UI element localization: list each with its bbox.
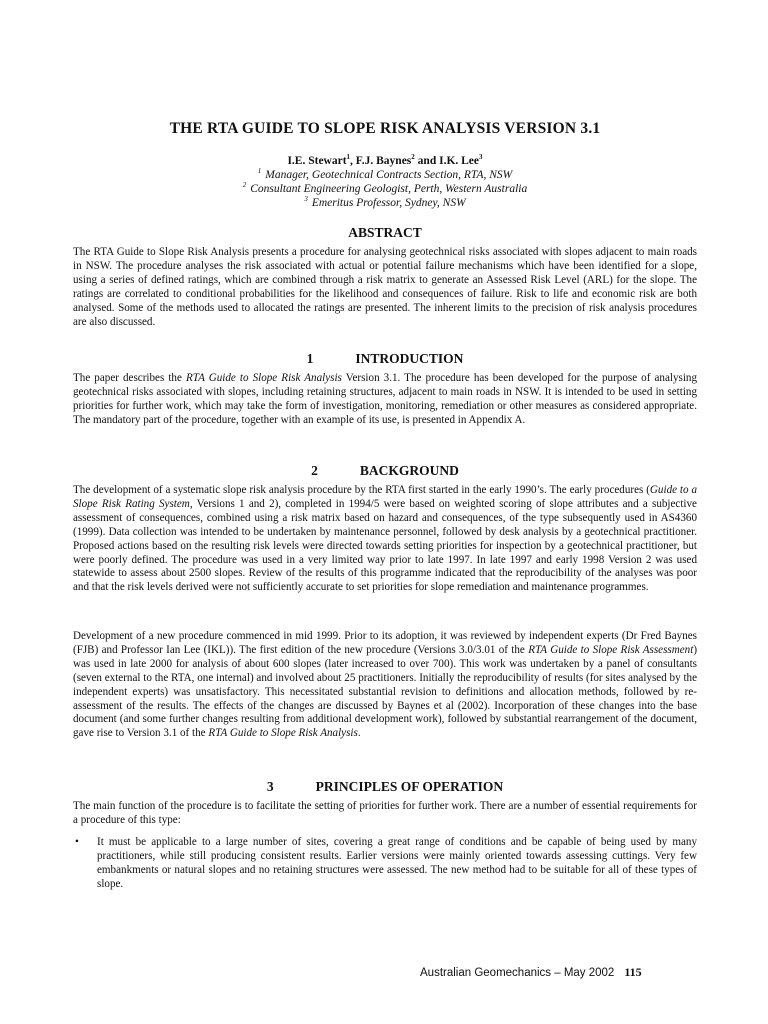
paper-title: THE RTA GUIDE TO SLOPE RISK ANALYSIS VERSION 3.1 bbox=[169, 120, 601, 137]
author-superscript: 1 bbox=[346, 153, 351, 161]
section-2-heading bbox=[73, 463, 697, 479]
text-run: The development of a systematic slope risk analysis procedure by the RTA first started in the early 1990’s. The early procedures ( bbox=[73, 484, 650, 496]
section-number: 1 bbox=[306, 351, 314, 366]
author-separator: , bbox=[350, 154, 356, 167]
author-separator: and bbox=[414, 154, 440, 167]
italic-title: Guide to a Slope Risk Rating System bbox=[73, 484, 698, 510]
section-3-bullet-1 bbox=[73, 836, 697, 892]
section-1-heading bbox=[73, 351, 697, 367]
text-run: , Versions 1 and 2), completed in 1994/5 were based on weighted scoring of slope attributes and a subjective assessment of consequences, combined using a risk matrix based on hazard and consequences, of the type subsequently used in AS4360 (1999). Data collection was intended to be undertaken by maintenance personnel, followed by desk analysis by a geotechnical practitioner. Proposed actions based on the resulting risk levels were directed towards setting priorities for inspection by a geotechnical practitioner, but were poorly defined. The procedure was used in a very limited way prior to late 1997. In late 1997 and early 1998 Version 2 was used statewide to assess about 2500 slopes. Review of the results of this programme indicated that the reproducibility of the analyses was poor and that the risk levels derived were not sufficiently accurate to set priorities for slope remediation and maintenance programmes. bbox=[73, 497, 697, 594]
section-title: PRINCIPLES OF OPERATION bbox=[315, 779, 504, 794]
section-number: 2 bbox=[311, 463, 318, 478]
affiliation-text: Consultant Engineering Geologist, Perth, Western Australia bbox=[250, 182, 528, 195]
abstract-text: The RTA Guide to Slope Risk Analysis presents a procedure for analysing geotechnical risks associated with slopes adjacent to main roads in NSW. The procedure analyses the risk associated with actual or potential failure mechanisms which have been identified for a slope, using a series of defined ratings, which are combined through a risk matrix to generate an Assessed Risk Level (ARL) for the slope. The ratings are correlated to conditional probabilities for the likelihood and consequences of failure. Risk to life and economic risk are both analysed. Some of the methods used to allocated the ratings are presented. The inherent limits to the precision of risk analysis procedures are also discussed. bbox=[73, 246, 697, 328]
author-line bbox=[73, 153, 697, 167]
italic-title: RTA Guide to Slope Risk Assessment bbox=[528, 643, 694, 656]
author-name: I.E. Stewart bbox=[287, 154, 347, 167]
section-number: 3 bbox=[266, 779, 274, 794]
section-2-paragraph-2 bbox=[73, 630, 697, 741]
text-run: Development of a new procedure commenced in mid 1999. Prior to its adoption, it was reviewed by independent experts (Dr Fred Baynes (FJB) and Professor Ian Lee (IKL)). The first edition of the new procedure (Versions 3.0/3.01 of the bbox=[73, 630, 697, 656]
affiliation-3 bbox=[73, 195, 697, 209]
section-3-paragraph: The main function of the procedure is to facilitate the setting of priorities for further work. There are a number of essential requirements for a procedure of this type: bbox=[73, 800, 697, 826]
bullet-dot-icon: • bbox=[75, 836, 79, 848]
author-superscript: 3 bbox=[479, 153, 483, 161]
affiliation-superscript: 3 bbox=[304, 195, 308, 203]
italic-title: RTA Guide to Slope Risk Analysis bbox=[185, 372, 342, 384]
section-3-heading bbox=[73, 779, 697, 795]
section-1-paragraph bbox=[73, 372, 697, 428]
affiliation-text: Manager, Geotechnical Contracts Section, RTA, NSW bbox=[265, 168, 513, 181]
affiliation-2 bbox=[73, 181, 697, 195]
page-number: 115 bbox=[624, 965, 642, 979]
section-title: BACKGROUND bbox=[359, 463, 459, 478]
author-name: F.J. Baynes bbox=[355, 154, 412, 167]
text-run: The paper describes the bbox=[73, 372, 186, 384]
affiliation-1 bbox=[73, 167, 697, 181]
affiliation-text: Emeritus Professor, Sydney, NSW bbox=[311, 196, 466, 209]
section-title: INTRODUCTION bbox=[355, 351, 464, 366]
page-footer bbox=[420, 965, 660, 980]
bullet-text: It must be applicable to a large number of sites, covering a great range of conditions and be capable of being used by many practitioners, while still producing consistent results. Earlier versions were mainly oriented towards assessing cuttings. Very few embankments or natural slopes and no retaining structures were assessed. The new method had to be suitable for all of these types of slope. bbox=[97, 836, 697, 890]
section-2-paragraph-1 bbox=[73, 484, 697, 595]
author-superscript: 2 bbox=[411, 153, 415, 161]
affiliation-superscript: 2 bbox=[242, 181, 247, 189]
text-run: ) was used in late 2000 for analysis of about 600 slopes (later increased to over 700). This work was undertaken by a panel of consultants (seven external to the RTA, one internal) and involved about 25 practitioners. Initially the reproducibility of results (for sites analysed by the independent experts) was unsatisfactory. This necessitated substantial revision to definitions and allocation methods, followed by re-assessment of the results. The effects of the changes are discussed by Baynes et al (2002). Incorporation of these changes into the base document (and some further changes resulting from additional development work), followed by substantial rearrangement of the document, gave rise to Version 3.1 of the bbox=[73, 643, 698, 740]
text-run: Version 3.1. The procedure has been developed for the purpose of analysing geotechnical risks associated with slopes, including retaining structures, adjacent to main roads in NSW. It is intended to be used in setting priorities for further work, which may take the form of investigation, monitoring, remediation or other measures as considered appropriate. The mandatory part of the procedure, together with an example of its use, is presented in Appendix A. bbox=[73, 372, 698, 426]
affiliation-superscript: 1 bbox=[257, 167, 262, 175]
journal-citation: Australian Geomechanics – May 2002 bbox=[420, 967, 615, 979]
text-run: . bbox=[357, 727, 361, 740]
abstract-heading: ABSTRACT bbox=[348, 225, 422, 240]
author-name: I.K. Lee bbox=[439, 154, 480, 167]
italic-title: RTA Guide to Slope Risk Analysis bbox=[208, 727, 358, 740]
